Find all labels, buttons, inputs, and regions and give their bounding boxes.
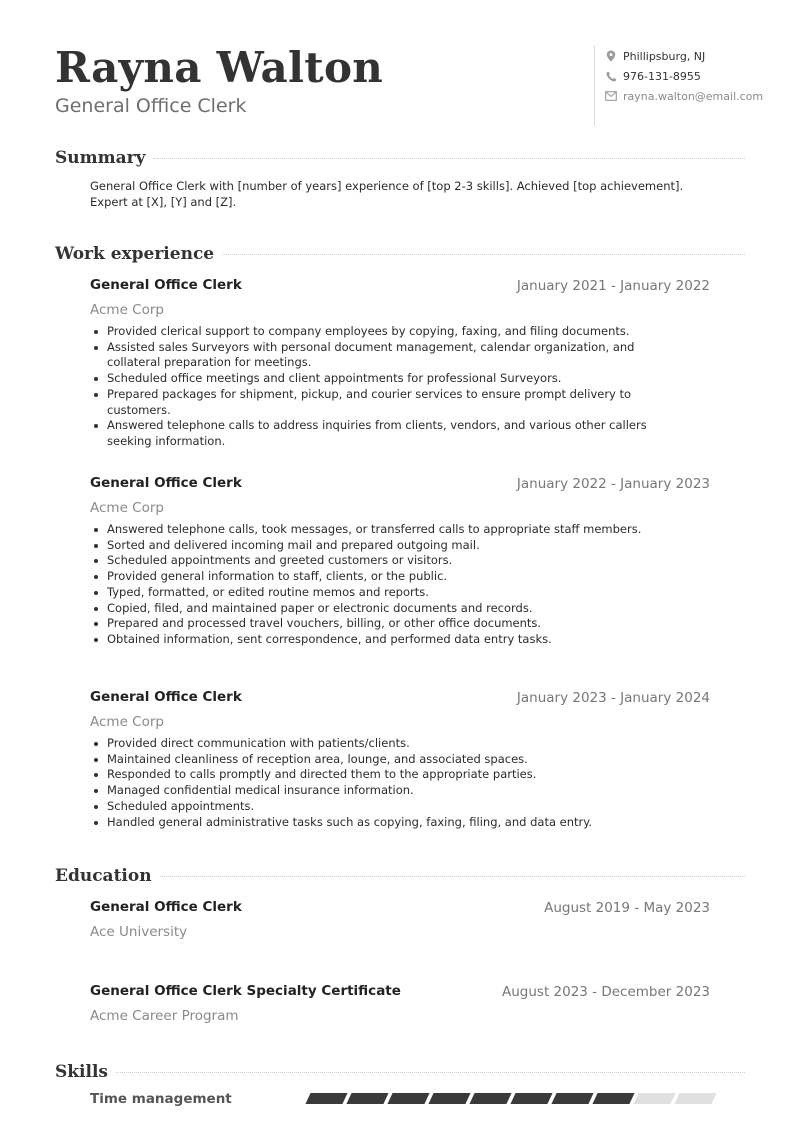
list-item: Prepared and processed travel vouchers, billing, or other office documents.: [90, 616, 690, 632]
skill-name: Time management: [90, 1091, 232, 1107]
phone-text: 976-131-8955: [623, 69, 701, 83]
list-item: Handled general administrative tasks such as copying, faxing, filing, and data entry.: [90, 815, 690, 831]
list-item: Answered telephone calls, took messages, or transferred calls to appropriate staff members.: [90, 522, 690, 538]
skills-section-heading: [55, 1062, 745, 1082]
list-item: Scheduled appointments and greeted customers or visitors.: [90, 553, 690, 569]
envelope-icon: [605, 90, 617, 102]
institution-name: Acme Career Program: [90, 1008, 239, 1024]
education-dates: August 2019 - May 2023: [544, 900, 710, 916]
list-item: Copied, filed, and maintained paper or electronic documents and records.: [90, 601, 690, 617]
summary-section-heading: [55, 148, 745, 168]
education-heading: Education: [55, 866, 152, 886]
work-section-heading: [55, 244, 745, 264]
list-item: Typed, formatted, or edited routine memos and reports.: [90, 585, 690, 601]
list-item: Obtained information, sent correspondence, and performed data entry tasks.: [90, 632, 690, 648]
section-divider: [153, 158, 745, 159]
job-bullets: [90, 522, 690, 648]
job-bullets: [90, 736, 690, 830]
job-company: Acme Corp: [90, 500, 164, 516]
list-item: Provided general information to staff, clients, or the public.: [90, 569, 690, 585]
job-title: General Office Clerk: [90, 277, 242, 293]
education-dates: August 2023 - December 2023: [502, 984, 710, 1000]
skill-segment-filled: [469, 1093, 511, 1104]
job-title: General Office Clerk: [90, 475, 242, 491]
resume-header: [55, 42, 764, 132]
skill-segment-filled: [592, 1093, 634, 1104]
job-bullets: [90, 324, 690, 450]
skill-segment-empty: [674, 1093, 716, 1104]
skill-level-meter: [308, 1093, 714, 1104]
skill-row: [90, 1090, 715, 1110]
job-dates: January 2021 - January 2022: [516, 278, 710, 294]
contact-phone: [605, 66, 754, 86]
contact-block: [594, 46, 764, 126]
map-pin-icon: [605, 50, 617, 62]
email-link[interactable]: rayna.walton@email.com: [623, 89, 764, 103]
job-company: Acme Corp: [90, 302, 164, 318]
list-item: Scheduled office meetings and client appointments for professional Surveyors.: [90, 371, 690, 387]
skill-segment-empty: [633, 1093, 675, 1104]
job-company: Acme Corp: [90, 714, 164, 730]
candidate-name: Rayna Walton: [55, 43, 384, 92]
list-item: Assisted sales Surveyors with personal document management, calendar organization, and collateral preparation for meetings.: [90, 340, 690, 371]
skill-segment-filled: [346, 1093, 388, 1104]
list-item: Answered telephone calls to address inquiries from clients, vendors, and various other callers seeking information.: [90, 418, 690, 449]
section-divider: [116, 1072, 745, 1073]
list-item: Scheduled appointments.: [90, 799, 690, 815]
list-item: Sorted and delivered incoming mail and prepared outgoing mail.: [90, 538, 690, 554]
candidate-role: General Office Clerk: [55, 95, 247, 117]
section-divider: [222, 254, 745, 255]
list-item: Provided direct communication with patients/clients.: [90, 736, 690, 752]
list-item: Prepared packages for shipment, pickup, and courier services to ensure prompt delivery to customers.: [90, 387, 690, 418]
skills-heading: Skills: [55, 1062, 109, 1082]
list-item: Provided clerical support to company employees by copying, faxing, and filing documents.: [90, 324, 690, 340]
location-text: Phillipsburg, NJ: [623, 49, 706, 63]
section-divider: [160, 876, 745, 877]
degree-title: General Office Clerk Specialty Certificate: [90, 983, 401, 999]
skill-segment-filled: [305, 1093, 347, 1104]
work-heading: Work experience: [55, 244, 215, 264]
degree-title: General Office Clerk: [90, 899, 242, 915]
list-item: Responded to calls promptly and directed them to the appropriate parties.: [90, 767, 690, 783]
phone-icon: [605, 70, 617, 82]
job-title: General Office Clerk: [90, 689, 242, 705]
list-item: Maintained cleanliness of reception area, lounge, and associated spaces.: [90, 752, 690, 768]
skill-segment-filled: [387, 1093, 429, 1104]
job-dates: January 2022 - January 2023: [516, 476, 710, 492]
summary-heading: Summary: [55, 148, 146, 168]
skill-segment-filled: [510, 1093, 552, 1104]
skill-segment-filled: [551, 1093, 593, 1104]
contact-email[interactable]: [605, 86, 764, 106]
education-section-heading: [55, 866, 745, 886]
list-item: Managed confidential medical insurance information.: [90, 783, 690, 799]
job-dates: January 2023 - January 2024: [516, 690, 710, 706]
institution-name: Ace University: [90, 924, 188, 940]
skill-segment-filled: [428, 1093, 470, 1104]
contact-location: [605, 46, 754, 66]
summary-text: General Office Clerk with [number of years] experience of [top 2-3 skills]. Achieved [top achievement]. Expert at [X], [Y] and [Z].: [90, 179, 684, 209]
